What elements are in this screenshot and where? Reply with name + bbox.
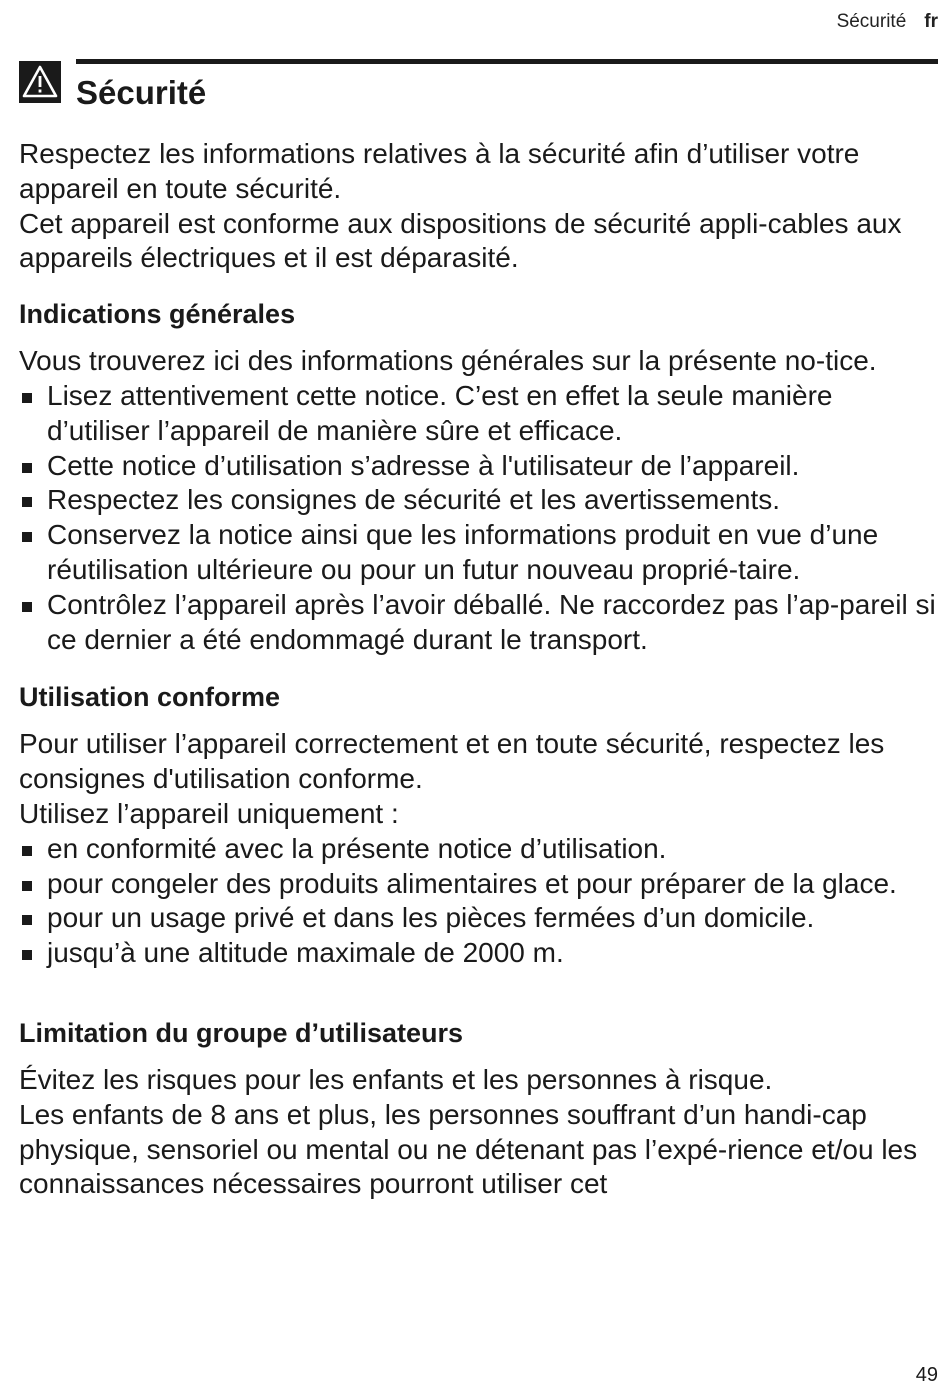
running-header-language: fr	[924, 11, 938, 32]
main-content	[19, 137, 939, 1202]
warning-triangle-icon	[19, 61, 61, 103]
intro-paragraph: Cet appareil est conforme aux dispositions de sécurité appli-cables aux appareils électriques et il est déparasité.	[19, 207, 902, 274]
list-item: pour congeler des produits alimentaires et pour préparer de la glace.	[19, 867, 939, 902]
header-rule	[76, 59, 938, 64]
list-item: Conservez la notice ainsi que les informations produit en vue d’une réutilisation ultérieure ou pour un futur nouveau proprié-taire.	[19, 518, 939, 588]
section-paragraph: Pour utiliser l’appareil correctement et en toute sécurité, respectez les consignes d'utilisation conforme.	[19, 728, 885, 795]
running-header-section: Sécurité	[836, 11, 907, 32]
section-paragraph: Utilisez l’appareil uniquement :	[19, 797, 399, 829]
section-heading-user-group-limitation: Limitation du groupe d’utilisateurs	[19, 1017, 464, 1048]
section-paragraph: Les enfants de 8 ans et plus, les personnes souffrant d’un handi-cap physique, sensoriel ou mental ou ne détenant pas l’expé-rience et/ou les connaissances nécessaires pourront utiliser cet	[19, 1098, 918, 1200]
section-heading-intended-use: Utilisation conforme	[19, 682, 281, 713]
list-item: jusqu’à une altitude maximale de 2000 m.	[19, 936, 939, 971]
list-item: Cette notice d’utilisation s’adresse à l'utilisateur de l’appareil.	[19, 449, 939, 484]
list-item: Respectez les consignes de sécurité et les avertissements.	[19, 483, 939, 518]
list-item: Lisez attentivement cette notice. C’est en effet la seule manière d’utiliser l’appareil de manière sûre et efficace.	[19, 379, 939, 449]
section-paragraph: Évitez les risques pour les enfants et les personnes à risque.	[19, 1063, 773, 1095]
list-item: Contrôlez l’appareil après l’avoir déballé. Ne raccordez pas l’ap-pareil si ce dernier a été endommagé durant le transport.	[19, 588, 939, 658]
intro-paragraph: Respectez les informations relatives à la sécurité afin d’utiliser votre appareil en toute sécurité.	[19, 138, 860, 204]
page-title: Sécurité	[76, 74, 207, 111]
section-paragraph: Vous trouverez ici des informations générales sur la présente no-tice.	[19, 345, 877, 377]
general-indications-list	[19, 379, 939, 657]
intended-use-list	[19, 832, 939, 971]
section-heading-general-indications: Indications générales	[19, 299, 296, 330]
list-item: en conformité avec la présente notice d’utilisation.	[19, 832, 939, 867]
page-number: 49	[915, 1364, 938, 1386]
running-header	[837, 8, 938, 36]
list-item: pour un usage privé et dans les pièces fermées d’un domicile.	[19, 901, 939, 936]
